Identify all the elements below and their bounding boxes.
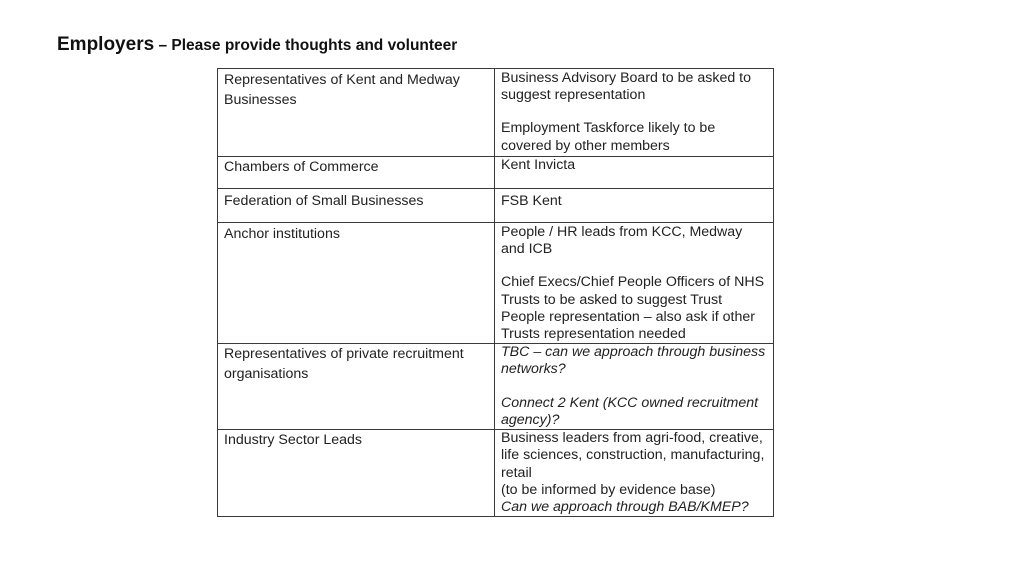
- notes-cell: [495, 223, 774, 344]
- group-label: Chambers of Commerce: [224, 159, 379, 175]
- notes-cell: [495, 69, 774, 157]
- note-text: FSB Kent: [501, 193, 562, 209]
- table-row: [218, 189, 774, 223]
- notes-cell: [495, 189, 774, 223]
- note-text: TBC – can we approach through business networks?: [501, 344, 766, 378]
- group-cell: [218, 69, 495, 157]
- notes-cell: [495, 430, 774, 517]
- table-row: [218, 344, 774, 430]
- title-subtitle: – Please provide thoughts and volunteer: [154, 37, 458, 54]
- notes-cell: [495, 344, 774, 430]
- note-text: People / HR leads from KCC, Medway and ICB: [501, 224, 743, 258]
- page-title: [57, 21, 457, 58]
- group-cell: [218, 223, 495, 344]
- note-text: Kent Invicta: [501, 157, 576, 173]
- stakeholder-table: [217, 68, 774, 517]
- note-text: Employment Taskforce likely to be covered by other members: [501, 120, 716, 154]
- table-row: [218, 430, 774, 517]
- group-label: Representatives of Kent and Medway Businesses: [224, 72, 460, 108]
- table-row: [218, 223, 774, 344]
- group-cell: [218, 157, 495, 189]
- title-main: Employers: [57, 34, 155, 55]
- group-label: Anchor institutions: [224, 226, 340, 242]
- group-label: Federation of Small Businesses: [224, 193, 424, 209]
- group-cell: [218, 189, 495, 223]
- note-text: Chief Execs/Chief People Officers of NHS Trusts to be asked to suggest Trust People representation – also ask if other Trusts representation needed: [501, 274, 765, 343]
- note-text: Business leaders from agri-food, creative, life sciences, construction, manufacturing, retail: [501, 430, 765, 481]
- group-cell: [218, 430, 495, 517]
- group-cell: [218, 344, 495, 430]
- notes-cell: [495, 157, 774, 189]
- group-label: Representatives of private recruitment organisations: [224, 346, 464, 383]
- note-text: Can we approach through BAB/KMEP?: [501, 499, 749, 516]
- table-row: [218, 157, 774, 189]
- group-label: Industry Sector Leads: [224, 432, 363, 449]
- note-text: (to be informed by evidence base): [501, 481, 716, 498]
- note-text: Business Advisory Board to be asked to suggest representation: [501, 70, 751, 104]
- note-text: Connect 2 Kent (KCC owned recruitment agency)?: [501, 394, 759, 428]
- table-row: [218, 69, 774, 157]
